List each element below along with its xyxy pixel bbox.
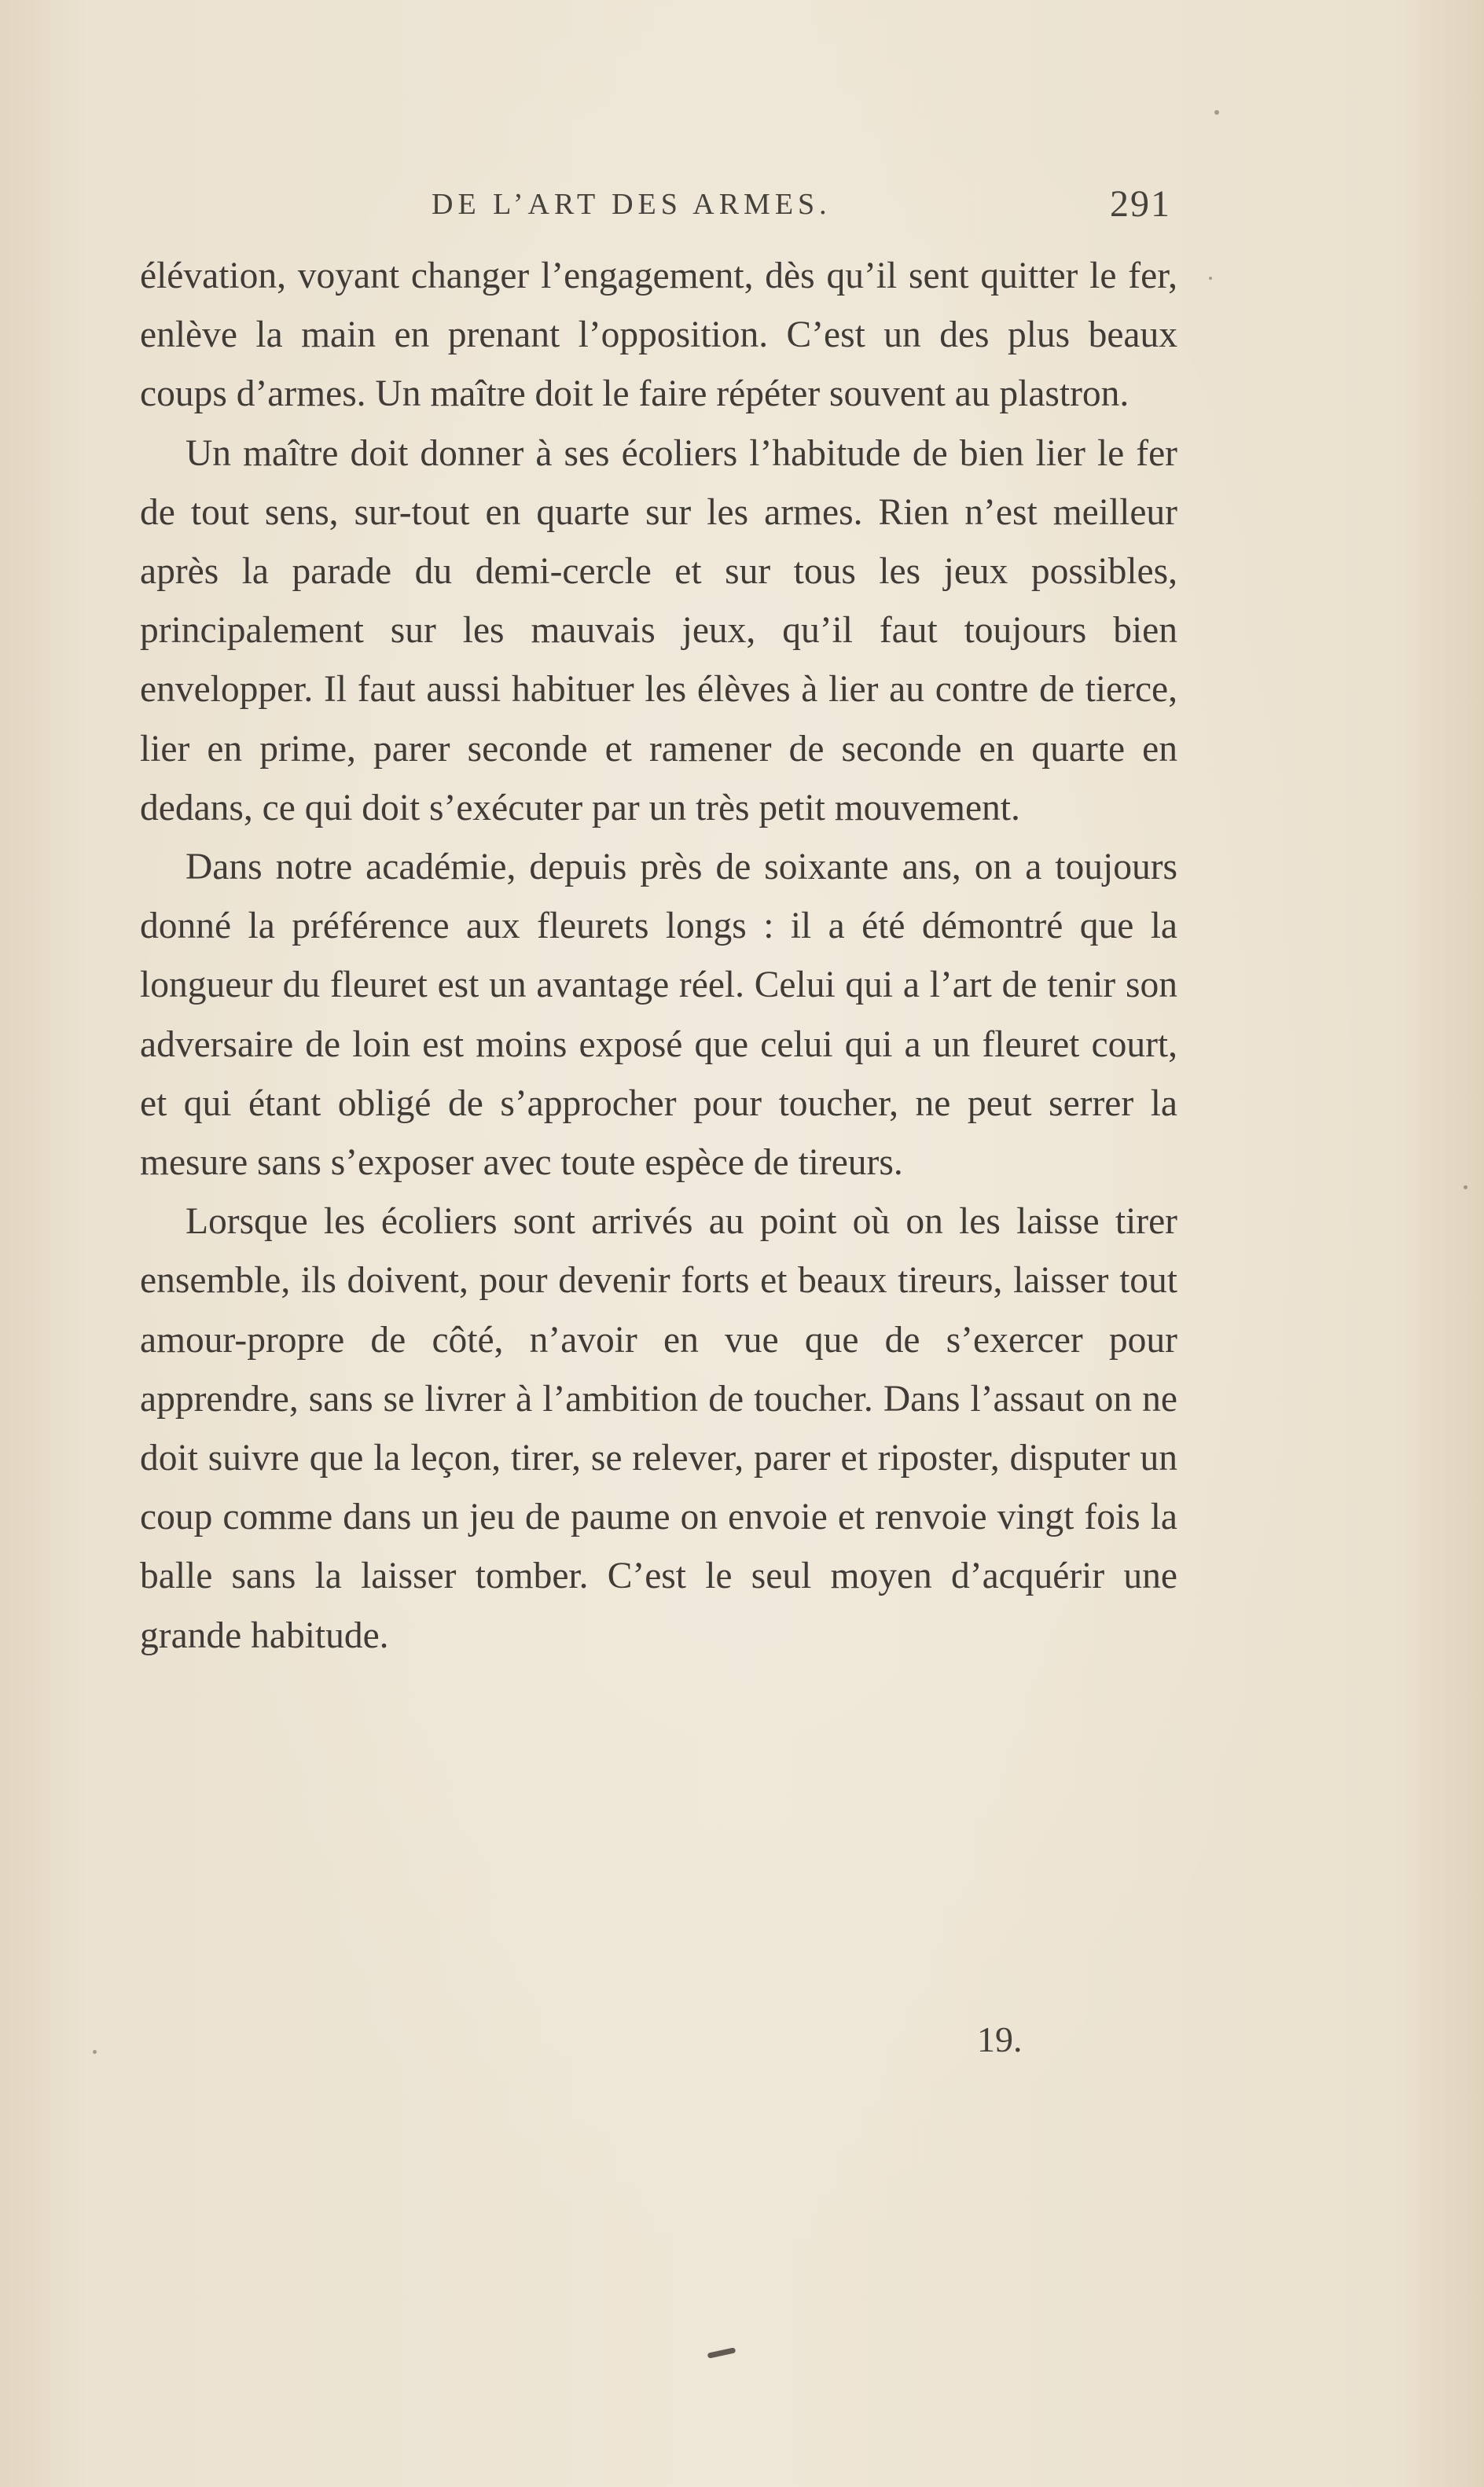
- paragraph-4: Lorsque les écoliers sont arrivés au point où on les laisse tirer ensemble, ils doivent, pour devenir forts et beaux tireurs, laisser tout amour-propre de côté, n’avoir en vue que de s’exercer pour apprendre, sans se livrer à l’ambition de toucher. Dans l’assaut on ne doit suivre que la leçon, tirer, se relever, parer et riposter, disputer un coup comme dans un jeu de paume on envoie et renvoie vingt fois la balle sans la laisser tomber. C’est le seul moyen d’acquérir une grande habitude.: [140, 1201, 1177, 1656]
- signature-mark: 19.: [977, 2019, 1023, 2059]
- page-number: 291: [1110, 183, 1171, 225]
- running-title: DE L’ART DES ARMES.: [432, 188, 832, 221]
- ink-smudge: [707, 2347, 736, 2358]
- paragraph-1: élévation, voyant changer l’engagement, dès qu’il sent quitter le fer, enlève la main en prenant l’opposition. C’est un des plus beaux coups d’armes. Un maître doit le faire répéter souvent au plastron.: [140, 255, 1177, 415]
- paper-speck: [1214, 110, 1219, 115]
- paper-speck: [1209, 277, 1212, 280]
- paper-speck: [93, 2050, 97, 2054]
- paragraph-3: Dans notre académie, depuis près de soixante ans, on a toujours donné la préférence aux fleurets longs : il a été démontré que la longueur du fleuret est un avantage réel. Celui qui a l’art de tenir son adversaire de loin est moins exposé que celui qui a un fleuret court, et qui étant obligé de s’approcher pour toucher, ne peut serrer la mesure sans s’exposer avec toute espèce de tireurs.: [140, 847, 1177, 1184]
- paragraph-2: Un maître doit donner à ses écoliers l’habitude de bien lier le fer de tout sens, sur-tout en quarte sur les armes. Rien n’est meilleur après la parade du demi-cercle et sur tous les jeux possibles, principalement sur les mauvais jeux, qu’il faut toujours bien envelopper. Il faut aussi habituer les élèves à lier au contre de tierce, lier en prime, parer seconde et ramener de seconde en quarte en dedans, ce qui doit s’exécuter par un très petit mouvement.: [140, 432, 1177, 828]
- paper-speck: [1464, 1185, 1467, 1189]
- running-head: [0, 182, 1484, 230]
- body-text: [140, 247, 1177, 1666]
